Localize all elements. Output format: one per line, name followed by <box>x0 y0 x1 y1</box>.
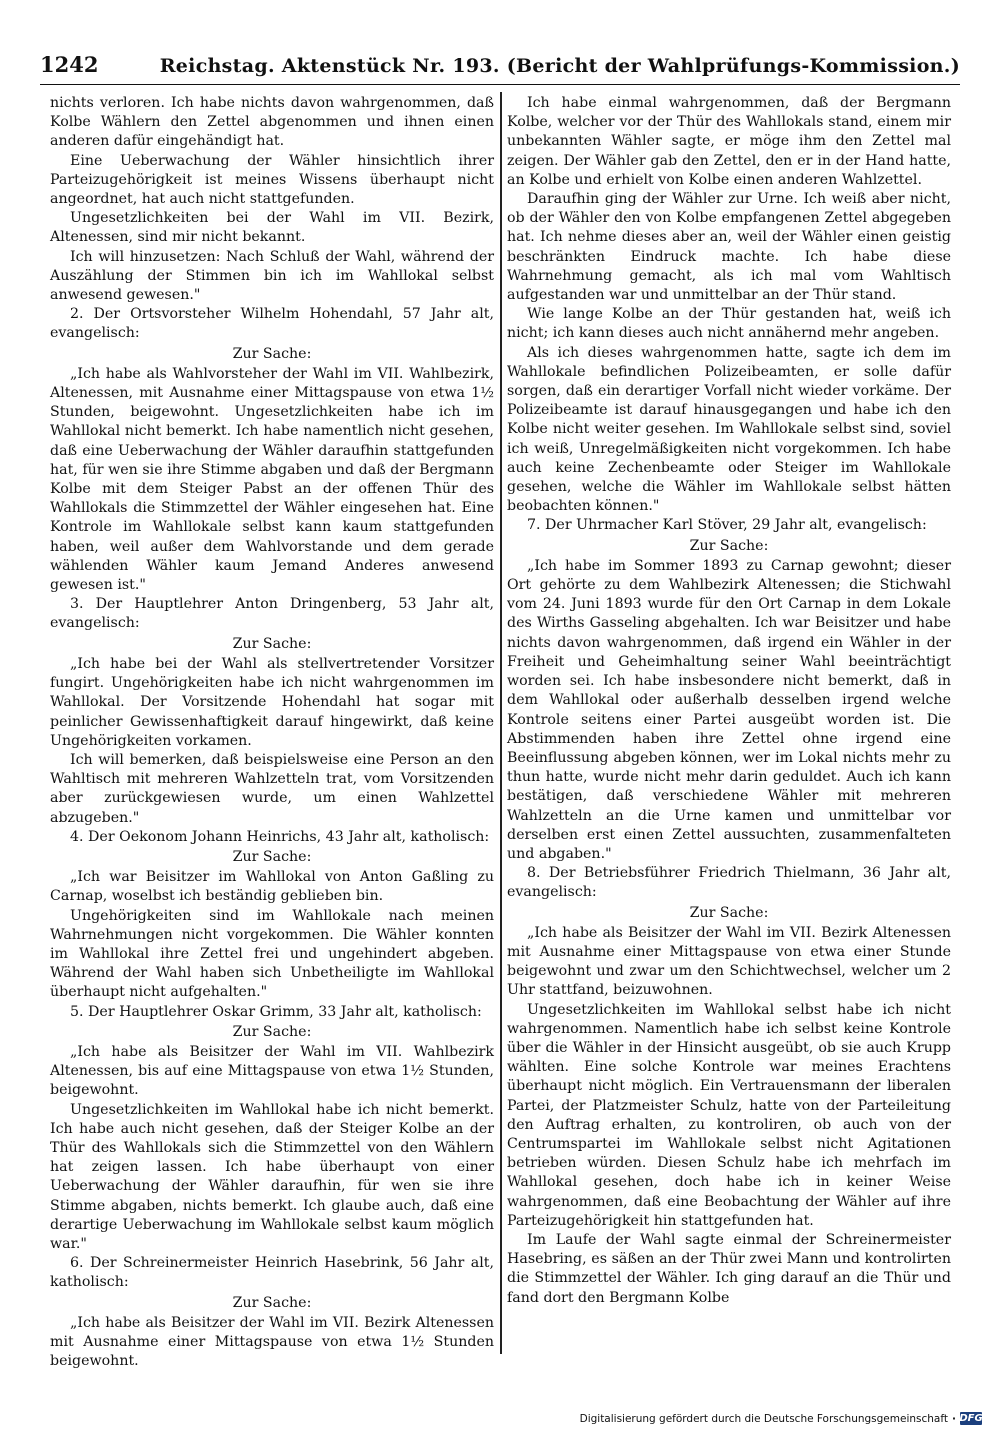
left-column <box>50 94 494 1371</box>
section-heading: Zur Sache: <box>232 848 312 865</box>
paragraph: Ungehörigkeiten sind im Wahllokale nach meinen Wahrnehmungen nicht vorgekommen. Die Wähler konnten im Wahllokal ihre Zettel frei und ungehindert abgeben. Während der Wahl haben sich Unbetheiligte im Wahllokal überhaupt nicht aufgehalten." <box>50 907 494 1001</box>
section-heading: Zur Sache: <box>689 904 769 921</box>
paragraph: Ungesetzlichkeiten im Wahllokal habe ich nicht bemerkt. Ich habe auch nicht gesehen, daß der Steiger Kolbe an der Thür des Wahllokals sich die Stimmzettel von den Wählern hat zeigen lassen. Ich habe überhaupt von einer Ueberwachung der Wähler daraufhin, für wen sie ihre Stimme abgaben, nichts bemerkt. Ich glaube auch, daß eine derartige Ueberwachung im Wahllokale selbst kaum möglich war." <box>50 1101 494 1252</box>
paragraph: Eine Ueberwachung der Wähler hinsichtlich ihrer Parteizugehörigkeit ist meines Wissens überhaupt nicht angeordnet, hat auch nicht stattgefunden. <box>50 152 494 208</box>
paragraph: 6. Der Schreinermeister Heinrich Hasebrink, 56 Jahr alt, katholisch: <box>50 1255 494 1291</box>
section-heading: Zur Sache: <box>232 1294 312 1311</box>
paragraph: Ich will hinzusetzen: Nach Schluß der Wahl, während der Auszählung der Stimmen bin ich im Wahllokal selbst anwesend gewesen." <box>50 248 494 304</box>
paragraph: 7. Der Uhrmacher Karl Stöver, 29 Jahr alt, evangelisch: <box>527 517 927 534</box>
paragraph: Daraufhin ging der Wähler zur Urne. Ich weiß aber nicht, ob der Wähler den von Kolbe empfangenen Zettel abgegeben hat. Ich nehme dieses aber an, weil der Wähler einen geistig beschränkten Eindruck machte. Ich habe diese Wahrnehmung gemacht, als ich mal vom Wahltisch aufgestanden war und unmittelbar an der Thür stand. <box>507 191 951 304</box>
dfg-logo-icon: DFG <box>959 1413 983 1424</box>
paragraph: „Ich habe als Wahlvorsteher der Wahl im VII. Wahlbezirk, Altenessen, mit Ausnahme einer Mittagspause von etwa 1½ Stunden, beigewohnt. Ungesetzlichkeiten habe ich im Wahllokal nicht bemerkt. Ich habe namentlich nicht gesehen, daß eine Ueberwachung der Wähler daraufhin stattgefunden hat, für wen sie ihre Stimme abgaben und daß der Bergmann Kolbe mit dem Steiger Pabst an der offenen Thür des Wahllokals die Stimmzettel der Wähler eingesehen hat. Eine Kontrole im Wahllokale selbst kann kaum stattgefunden haben, weil außer dem Wahlvorstande und dem gerade wählenden Wähler kaum Jemand Anderes anwesend gewesen ist." <box>50 365 494 594</box>
paragraph: Ungesetzlichkeiten bei der Wahl im VII. Bezirk, Altenessen, sind mir nicht bekannt. <box>50 210 494 246</box>
paragraph: Im Laufe der Wahl sagte einmal der Schreinermeister Hasebring, es säßen an der Thür zwei Mann und kontrolirten die Stimmzettel der Wähler. Ich ging darauf an die Thür und fand dort den Bergmann Kolbe <box>507 1231 951 1306</box>
paragraph: 4. Der Oekonom Johann Heinrichs, 43 Jahr alt, katholisch: <box>70 828 490 845</box>
page-number: 1242 <box>40 52 99 77</box>
paragraph: „Ich habe als Beisitzer der Wahl im VII. Bezirk Altenessen mit Ausnahme einer Mittagspause von etwa 1½ Stunden beigewohnt. <box>50 1314 494 1370</box>
footer-credit: Digitalisierung gefördert durch die Deutsche Forschungsgemeinschaft <box>579 1412 948 1425</box>
section-heading: Zur Sache: <box>232 1023 312 1040</box>
paragraph: Ich will bemerken, daß beispielsweise eine Person an den Wahltisch mit mehreren Wahlzetteln trat, vom Vorsitzenden aber zurückgewiesen wurde, um einen Wahlzettel abzugeben." <box>50 751 494 826</box>
paragraph: 8. Der Betriebsführer Friedrich Thielmann, 36 Jahr alt, evangelisch: <box>507 865 951 901</box>
paragraph: 2. Der Ortsvorsteher Wilhelm Hohendahl, 57 Jahr alt, evangelisch: <box>50 306 494 342</box>
paragraph: 5. Der Hauptlehrer Oskar Grimm, 33 Jahr alt, katholisch: <box>70 1003 482 1020</box>
section-heading: Zur Sache: <box>232 635 312 652</box>
column-divider <box>500 92 502 1354</box>
section-heading: Zur Sache: <box>689 537 769 554</box>
footer <box>580 1412 982 1425</box>
paragraph: Als ich dieses wahrgenommen hatte, sagte ich dem im Wahllokale befindlichen Polizeibeamten, er solle dafür sorgen, daß ein derartiger Vorfall nicht wieder vorkäme. Der Polizeibeamte ist darauf hinausgegangen und habe ich den Kolbe nicht weiter gesehen. Im Wahllokale selbst sind, soviel ich weiß, Unregelmäßigkeiten nicht vorgekommen. Ich habe auch keine Zechenbeamte oder Steiger im Wahllokale gesehen, welche die Wähler im Wahllokale selbst hätten beobachten können." <box>507 344 951 515</box>
paragraph: Ungesetzlichkeiten im Wahllokal selbst habe ich nicht wahrgenommen. Namentlich habe ich selbst keine Kontrole über die Wähler in der Hinsicht ausgeübt, ob sie auch Krupp wählten. Eine solche Kontrole war meines Erachtens überhaupt nicht möglich. Ein Vertrauensmann der liberalen Partei, der Platzmeister Schulz, hatte von der Parteileitung den Auftrag erhalten, zu kontroliren, ob auch von der Centrumspartei im Wahllokale selbst nicht Agitationen betrieben würden. Diesen Schulz habe ich mehrfach im Wahllokal gesehen, doch habe ich in keiner Weise wahrgenommen, daß eine Beobachtung der Wähler auf ihre Parteizugehörigkeit hin stattgefunden hat. <box>507 1001 951 1229</box>
right-column <box>507 94 951 1308</box>
paragraph: Wie lange Kolbe an der Thür gestanden hat, weiß ich nicht; ich kann dieses auch nicht annähernd mehr angeben. <box>507 306 951 342</box>
running-title: Reichstag. Aktenstück Nr. 193. (Bericht der Wahlprüfungs-Kommission.) <box>159 55 960 77</box>
paragraph: „Ich habe im Sommer 1893 zu Carnap gewohnt; dieser Ort gehörte zu dem Wahlbezirk Altenessen; die Stichwahl vom 24. Juni 1893 wurde für den Ort Carnap in dem Lokale des Wirths Gasseling abgehalten. Ich war Beisitzer und habe nichts davon wahrgenommen, daß irgend ein Wähler in der Freiheit und Geheimhaltung seiner Wahl beeinträchtigt worden sei. Ich habe insbesondere nicht bemerkt, daß in dem Wahllokal oder außerhalb desselben irgend welche Kontrole seitens einer Partei ausgeübt worden ist. Die Abstimmenden haben ihre Zettel ohne irgend eine Beeinflussung abgeben können, wer im Lokal nichts mehr zu thun hatte, wurde nicht mehr darin geduldet. Auch ich kann bestätigen, daß verschiedene Wähler mit mehreren Wahlzetteln an die Urne kamen und unmittelbar vor derselben erst einen Zettel aussuchten, zusammenfalteten und abgaben." <box>507 557 951 862</box>
running-header <box>40 52 960 85</box>
paragraph: „Ich war Beisitzer im Wahllokal von Anton Gaßling zu Carnap, woselbst ich beständig geblieben bin. <box>50 869 494 905</box>
separator-dot: · <box>952 1412 956 1425</box>
paragraph: „Ich habe als Beisitzer der Wahl im VII. Wahlbezirk Altenessen, bis auf eine Mittagspause von etwa 1½ Stunden, beigewohnt. <box>50 1043 494 1099</box>
paragraph: Ich habe einmal wahrgenommen, daß der Bergmann Kolbe, welcher vor der Thür des Wahllokals stand, einem mir unbekannten Wähler sagte, er möge ihm den Zettel mal zeigen. Der Wähler gab den Zettel, den er in der Hand hatte, an Kolbe und erhielt von Kolbe einen anderen Wahlzettel. <box>507 95 951 188</box>
section-heading: Zur Sache: <box>232 345 312 362</box>
paragraph: „Ich habe bei der Wahl als stellvertretender Vorsitzer fungirt. Ungehörigkeiten habe ich nicht wahrgenommen im Wahllokal. Der Vorsitzende Hohendahl hat sogar mit peinlicher Gewissenhaftigkeit darauf hingewirkt, daß keine Ungehörigkeiten vorkamen. <box>50 655 494 749</box>
paragraph: nichts verloren. Ich habe nichts davon wahrgenommen, daß Kolbe Wählern den Zettel abgenommen und ihnen einen anderen dafür eingehändigt hat. <box>50 95 494 150</box>
paragraph: 3. Der Hauptlehrer Anton Dringenberg, 53 Jahr alt, evangelisch: <box>50 596 494 632</box>
paragraph: „Ich habe als Beisitzer der Wahl im VII. Bezirk Altenessen mit Ausnahme einer Mittagspause von etwa einer Stunde beigewohnt und zwar um den Schichtwechsel, welcher um 2 Uhr stattfand, beizuwohnen. <box>507 924 951 999</box>
